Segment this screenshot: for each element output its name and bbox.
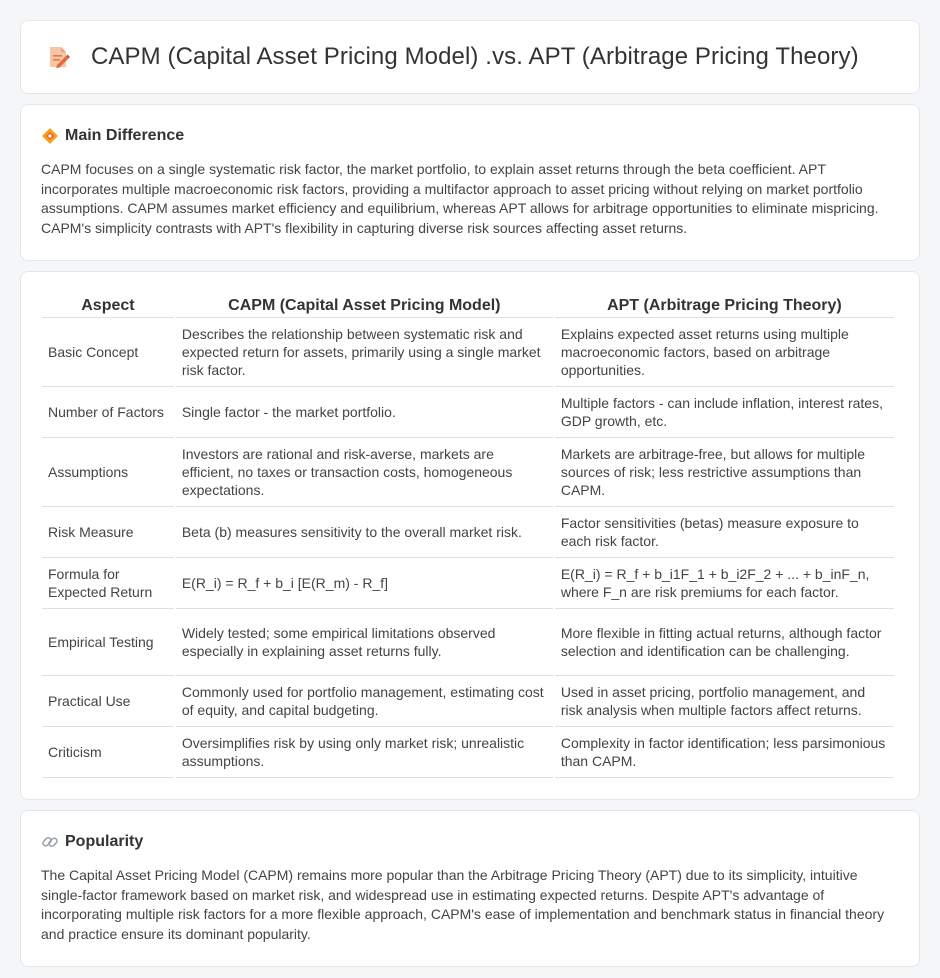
table-row: [42, 558, 894, 609]
capm-cell: E(R_i) = R_f + b_i [E(R_m) - R_f]: [176, 558, 553, 609]
apt-cell: Multiple factors - can include inflation, interest rates, GDP growth, etc.: [555, 387, 894, 438]
table-row: [42, 387, 894, 438]
aspect-cell: Basic Concept: [42, 318, 174, 387]
apt-cell: Factor sensitivities (betas) measure exposure to each risk factor.: [555, 507, 894, 558]
apt-cell: Complexity in factor identification; less parsimonious than CAPM.: [555, 727, 894, 778]
document-pencil-icon: [45, 44, 71, 70]
table-row: [42, 609, 894, 676]
table-row: [42, 318, 894, 387]
header-capm: CAPM (Capital Asset Pricing Model): [176, 292, 553, 318]
popularity-text: The Capital Asset Pricing Model (CAPM) remains more popular than the Arbitrage Pricing Theory (APT) due to its simplicity, intuitive single-factor framework based on market risk, and widespread use in estimating expected returns. Despite APT's advantage of incorporating multiple risk factors for a more flexible approach, CAPM's ease of implementation and benchmark status in financial theory and practice ensure its dominant popularity.: [41, 867, 885, 942]
popularity-title: Popularity: [65, 833, 144, 850]
aspect-cell: Practical Use: [42, 676, 174, 727]
title-card: [20, 20, 920, 94]
capm-cell: Investors are rational and risk-averse, markets are efficient, no taxes or transaction costs, homogeneous expectations.: [176, 438, 553, 507]
aspect-cell: Criticism: [42, 727, 174, 778]
header-apt: APT (Arbitrage Pricing Theory): [555, 292, 894, 318]
capm-cell: Single factor - the market portfolio.: [176, 387, 553, 438]
popularity-section: [20, 810, 920, 967]
comparison-section: [20, 271, 920, 800]
table-row: [42, 727, 894, 778]
main-difference-text: CAPM focuses on a single systematic risk factor, the market portfolio, to explain asset returns through the beta coefficient. APT incorporates multiple macroeconomic risk factors, providing a multifactor approach to asset pricing without relying on market portfolio assumptions. CAPM assumes market efficiency and equilibrium, whereas APT allows for arbitrage opportunities to eliminate mispricing. CAPM's simplicity contrasts with APT's flexibility in capturing diverse risk sources affecting asset returns.: [41, 161, 879, 236]
aspect-cell: Assumptions: [42, 438, 174, 507]
link-icon: [41, 833, 59, 851]
aspect-cell: Number of Factors: [42, 387, 174, 438]
main-difference-section: [20, 104, 920, 261]
aspect-cell: Risk Measure: [42, 507, 174, 558]
table-header-row: [42, 292, 894, 318]
main-difference-header: [41, 127, 899, 145]
popularity-header: [41, 833, 899, 851]
comparison-table: [40, 292, 896, 778]
header-aspect: Aspect: [42, 292, 174, 318]
apt-cell: Explains expected asset returns using multiple macroeconomic factors, based on arbitrage opportunities.: [555, 318, 894, 387]
apt-cell: Used in asset pricing, portfolio management, and risk analysis when multiple factors affect returns.: [555, 676, 894, 727]
capm-cell: Describes the relationship between systematic risk and expected return for assets, primarily using a single market risk factor.: [176, 318, 553, 387]
aspect-cell: Empirical Testing: [42, 609, 174, 676]
table-row: [42, 676, 894, 727]
apt-cell: More flexible in fitting actual returns, although factor selection and identification can be challenging.: [555, 609, 894, 676]
capm-cell: Oversimplifies risk by using only market risk; unrealistic assumptions.: [176, 727, 553, 778]
capm-cell: Beta (b) measures sensitivity to the overall market risk.: [176, 507, 553, 558]
main-difference-title: Main Difference: [65, 127, 185, 144]
page-title: CAPM (Capital Asset Pricing Model) .vs. APT (Arbitrage Pricing Theory): [91, 43, 859, 70]
aspect-cell: Formula for Expected Return: [42, 558, 174, 609]
capm-cell: Commonly used for portfolio management, estimating cost of equity, and capital budgeting.: [176, 676, 553, 727]
apt-cell: E(R_i) = R_f + b_i1F_1 + b_i2F_2 + ... + b_inF_n, where F_n are risk premiums for each factor.: [555, 558, 894, 609]
table-row: [42, 438, 894, 507]
table-row: [42, 507, 894, 558]
apt-cell: Markets are arbitrage-free, but allows for multiple sources of risk; less restrictive assumptions than CAPM.: [555, 438, 894, 507]
capm-cell: Widely tested; some empirical limitations observed especially in explaining asset returns fully.: [176, 609, 553, 676]
diamond-icon: [41, 127, 59, 145]
